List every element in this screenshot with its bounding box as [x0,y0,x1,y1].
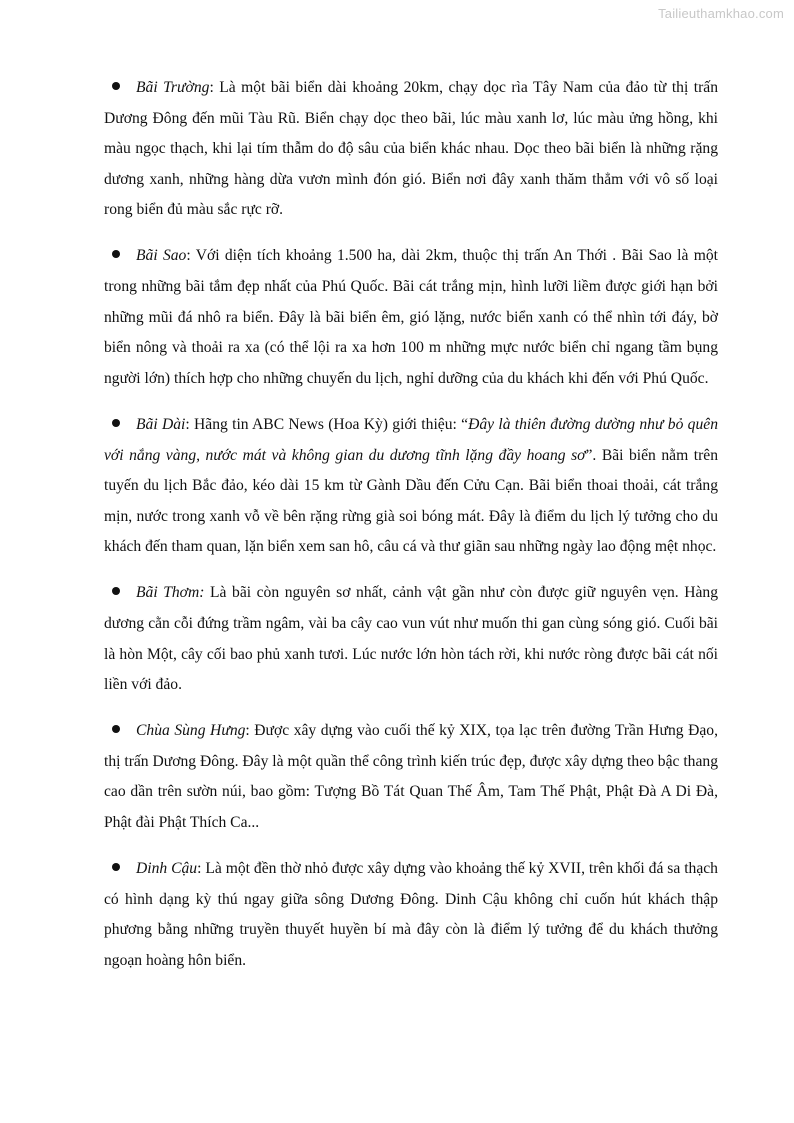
entry-title: Chùa Sùng Hưng [136,722,246,740]
entry-title: Dinh Cậu [136,860,198,878]
bullet-icon [112,587,120,595]
entry-title: Bãi Trường [136,79,210,96]
bullet-icon [112,419,120,427]
entry-title: Bãi Dài [136,415,186,433]
entry-text: Là bãi còn nguyên sơ nhất, cảnh vật gần như còn được giữ nguyên vẹn. Hàng dương cằn cỗi đứng trầm ngâm, vài ba cây cao vun vút như muốn thi gan cùng sóng gió. Cuối bãi là hòn Một, cây cối bao phủ xanh tươi. Lúc nước lớn hòn tách rời, khi nước ròng được bãi cát nối liền với đảo. [104,584,718,694]
list-item-bai-sao [104,241,718,394]
entry-text: : Là một bãi biển dài khoảng 20km, chạy dọc rìa Tây Nam của đảo từ thị trấn Dương Đông đến mũi Tàu Rũ. Biển chạy dọc theo bãi, lúc màu xanh lơ, lúc màu ửng hồng, khi màu ngọc thạch, khi lại tím thẫm do độ sâu của biển khác nhau. Dọc theo bãi biển là những rặng dương xanh, những hàng dừa vươn mình đón gió. Biển nơi đây xanh thăm thẳm với vô số loại rong biển đủ màu sắc rực rỡ. [104,79,719,219]
watermark-text: Tailieuthamkhao.com [658,6,784,21]
entry-title: Bãi Thơm: [136,584,205,602]
list-item-bai-dai [104,410,718,563]
entry-text: : Hãng tin ABC News (Hoa Kỳ) giới thiệu: “ [185,415,469,433]
bullet-icon [112,82,120,90]
document-body [104,73,718,992]
entry-text: : Là một đền thờ nhỏ được xây dựng vào khoảng thế kỷ XVII, trên khối đá sa thạch có hình dạng kỳ thú ngay giữa sông Dương Đông. Dinh Cậu không chỉ cuốn hút khách thập phương bằng những truyền thuyết huyền bí mà đây còn là điểm lý tưởng để du khách thưởng ngoạn hoàng hôn biển. [104,860,718,969]
bullet-icon [112,250,120,258]
list-item-chua-sung-hung [104,716,718,838]
list-item-bai-truong [104,73,718,226]
entry-title: Bãi Sao [136,247,187,265]
entry-text: : Với diện tích khoảng 1.500 ha, dài 2km, thuộc thị trấn An Thới . Bãi Sao là một trong những bãi tắm đẹp nhất của Phú Quốc. Bãi cát trắng mịn, hình lưỡi liềm được giới hạn bởi những mũi đá nhô ra biển. Đây là bãi biển êm, gió lặng, nước biển xanh có thể nhìn tới đáy, bờ biển nông và thoải ra xa (có thể lội ra xa hơn 100 m những mực nước biển chỉ ngang tầm bụng người lớn) thích hợp cho những chuyến du lịch, nghỉ dưỡng của du khách khi đến với Phú Quốc. [104,247,718,387]
bullet-icon [112,863,120,871]
bullet-icon [112,725,120,733]
list-item-bai-thom [104,578,718,700]
entry-quote: Đây là thiên đường dường như bỏ quên với nắng vàng, nước mát và không gian du dương tĩnh lặng đầy hoang sơ [104,415,718,464]
list-item-dinh-cau [104,854,718,976]
entry-text: : Được xây dựng vào cuối thế kỷ XIX, tọa lạc trên đường Trần Hưng Đạo, thị trấn Dương Đông. Đây là một quần thể công trình kiến trúc đẹp, được xây dựng theo bậc thang cao dần trên sườn núi, bao gồm: Tượng Bồ Tát Quan Thế Âm, Tam Thế Phật, Phật Đà A Di Đà, Phật đài Phật Thích Ca... [104,722,719,832]
entry-text: ”. Bãi biển nằm trên tuyến du lịch Bắc đảo, kéo dài 15 km từ Gành Dầu đến Cửu Cạn. Bãi biển thoai thoải, cát trắng mịn, nước trong xanh vỗ về bên rặng rừng già soi bóng mát. Đây là điểm du lịch lý tưởng cho du khách đến tham quan, lặn biển xem san hô, câu cá và thư giãn sau những ngày lao động mệt nhọc. [104,446,718,556]
